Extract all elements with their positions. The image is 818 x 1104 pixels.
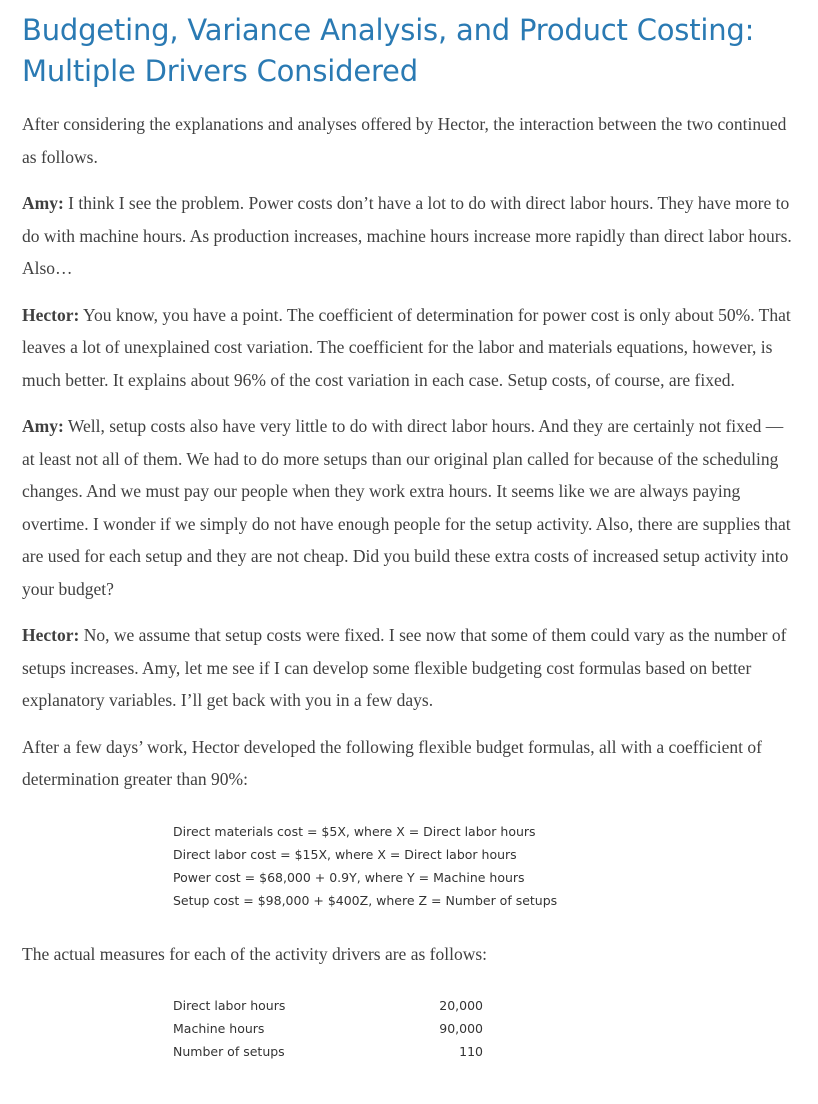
driver-label: Number of setups [173, 1044, 285, 1059]
dialogue-text: Well, setup costs also have very little to do with direct labor hours. And they are certainly not fixed —at least not all of them. We had to do more setups than our original plan called for because of the scheduling changes. And we must pay our people when they work extra hours. It seems like we are always paying overtime. I wonder if we simply do not have enough people for the setup activity. Also, there are supplies that are used for each setup and they are not cheap. Did you build these extra costs of increased setup activity into your budget? [22, 416, 791, 599]
dialogue-text: I think I see the problem. Power costs don’t have a lot to do with direct labor hours. They have more to do with machine hours. As production increases, machine hours increase more rapidly than direct labor hours. Also… [22, 193, 792, 278]
driver-value: 20,000 [439, 998, 483, 1013]
driver-value: 90,000 [439, 1021, 483, 1036]
speaker-name: Amy: [22, 416, 64, 436]
dialogue-paragraph [22, 299, 794, 397]
intro-paragraph: After considering the explanations and analyses offered by Hector, the interaction between the two continued as follows. [22, 114, 787, 167]
dialogue-paragraph [22, 619, 794, 717]
dialogue-paragraph [22, 410, 794, 605]
dialogue-text: No, we assume that setup costs were fixed. I see now that some of them could vary as the number of setups increases. Amy, let me see if I can develop some flexible budgeting cost formulas based on better explanatory variables. I’ll get back with you in a few days. [22, 625, 787, 710]
formula-line: Direct materials cost = $5X, where X = Direct labor hours [173, 823, 536, 839]
speaker-name: Hector: [22, 625, 80, 645]
table-row [173, 994, 483, 1017]
driver-label: Machine hours [173, 1021, 265, 1036]
dialogue-text: You know, you have a point. The coefficient of determination for power cost is only about 50%. That leaves a lot of unexplained cost variation. The coefficient for the labor and materials equations, however, is much better. It explains about 96% of the cost variation in each case. Setup costs, of course, are fixed. [22, 304, 791, 390]
formula-line: Direct labor cost = $15X, where X = Direct labor hours [173, 846, 517, 862]
formula-list [173, 820, 794, 912]
table-row [173, 1017, 483, 1040]
dialogue-paragraph [22, 187, 794, 285]
driver-value: 110 [459, 1044, 483, 1059]
table-row [173, 1040, 483, 1063]
page-title: Budgeting, Variance Analysis, and Product Costing: Multiple Drivers Considered [22, 13, 755, 88]
speaker-name: Amy: [22, 193, 64, 213]
formula-line: Setup cost = $98,000 + $400Z, where Z = Number of setups [173, 892, 558, 908]
driver-label: Direct labor hours [173, 998, 286, 1013]
drivers-intro: The actual measures for each of the activity drivers are as follows: [22, 943, 488, 964]
formula-line: Power cost = $68,000 + 0.9Y, where Y = Machine hours [173, 869, 525, 885]
formulas-intro: After a few days’ work, Hector developed the following flexible budget formulas, all with a coefficient of determination greater than 90%: [22, 736, 762, 789]
speaker-name: Hector: [22, 304, 80, 325]
drivers-table [173, 994, 483, 1063]
document-page [22, 0, 794, 1063]
